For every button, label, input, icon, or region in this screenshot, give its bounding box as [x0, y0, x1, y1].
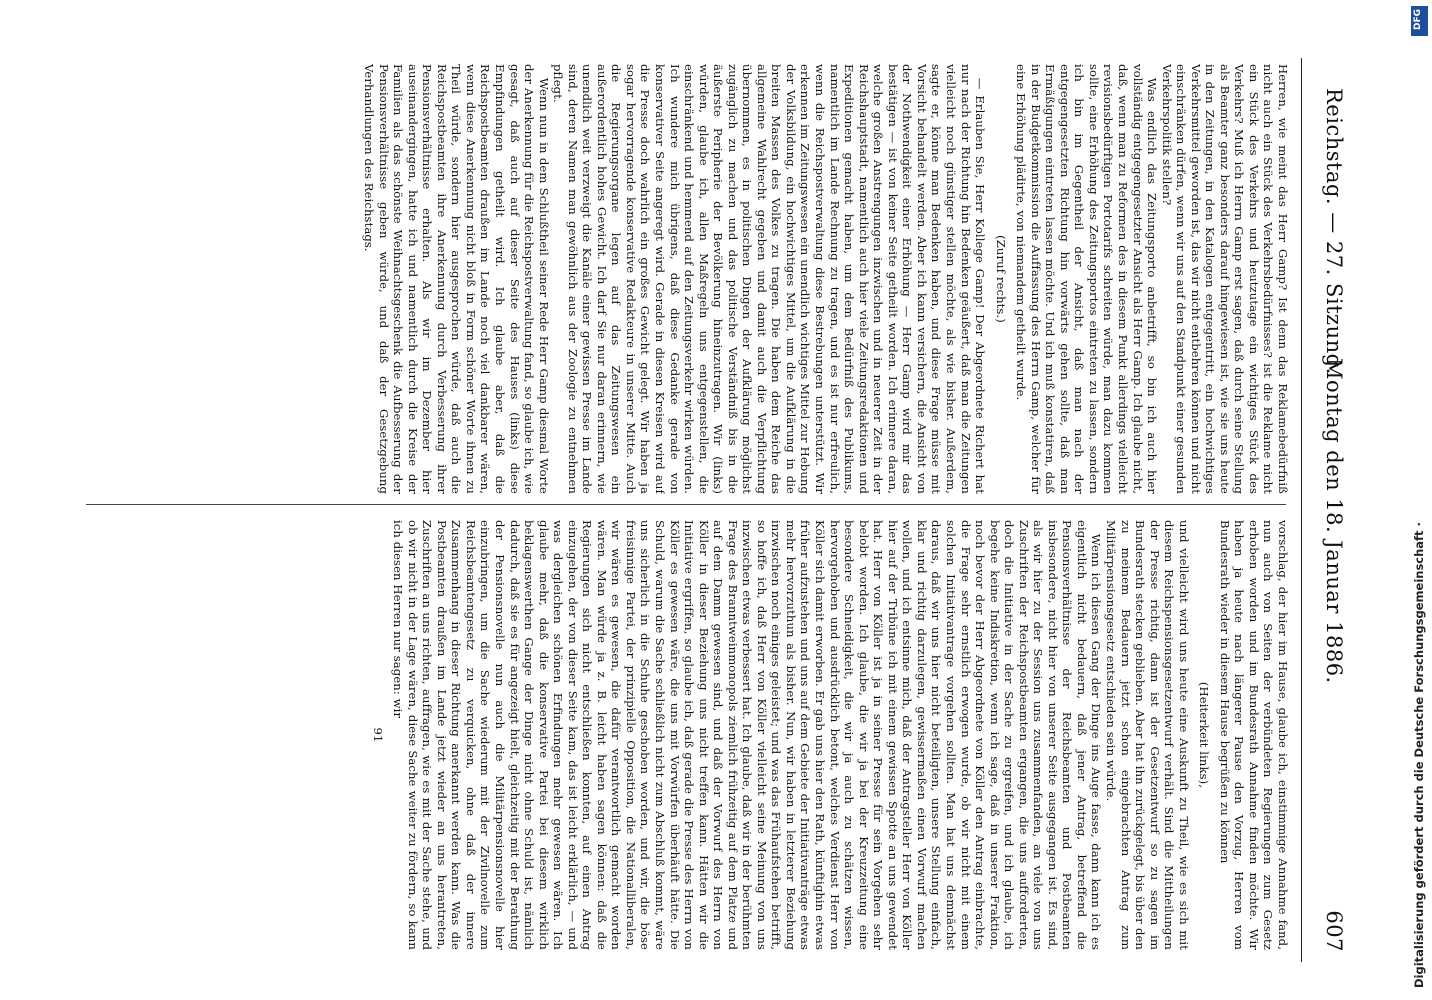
paragraph: Was endlich das Zeitungsporto anbetrifft, so bin ich auch hier vollständig entgegengesetzter Ansicht als Herr Gamp. Ich glaube nicht, daß, wenn man zu Reformen des in diesem Punkt allerdings vielleicht revisionsbedürftigen Portotarifs schreiten würde, man dazu kommen sollte, eine Erhöhung des Zeitungsportos eintreten zu lassen, sondern ich bin im Gegentheil der Ansicht, daß man nach der entgegengesetzten Richtung hin vorwärts gehen sollte, daß man Ermäßigungen eintreten lassen möchte. Und ich muß konstatiren, daß in der Budgetkommission die Auffassung des Herrn Gamp, welcher für eine Erhöhung plädirte, von niemandem getheilt wurde. — [1014, 64, 1160, 494]
dfg-credit-text: Digitalisierung gefördert durch die Deutsche Forschungsgemeinschaft · — [1412, 522, 1426, 988]
dfg-logo-icon — [1411, 6, 1428, 36]
header-left: Reichstag. — 27. Sitzung. — [1322, 88, 1346, 375]
paragraph: Wenn nun in dem Schlußtheil seiner Rede Herr Gamp diesmal Worte der Anerkennung für die Reichspostverwaltung fand, so glaube ich, wie gesagt, daß auch auf dieser Seite des Hauses (links) diese Empfindungen getheilt wird. Ich glaube aber, daß die Reichspostbeamten draußen im Lande noch viel dankbarer wären, wenn diese Anerkennung nicht bloß in Form schöner Worte ihnen zu Theil würde, sondern hier ausgesprochen würde, daß auch die Reichspostbeamten ihre Anerkennung durch Verbesserung ihrer Pensionsverhältnisse erhalten. Als wir im Dezember hier auseinandergingen, hatte ich und namentlich durch die Kreise der Familien als das schönste Weihnachtsgeschenk die Aufbesserung der Pensionsverhältnisse geben würde, und daß der Gesetzgebung Verhandlungen des Reichstags. — [362, 64, 551, 494]
column-divider — [86, 504, 1286, 505]
dfg-logo-label: DFG — [1413, 8, 1423, 30]
left-column — [75, 64, 1290, 494]
paragraph: und vielleicht wird uns heute eine Auskunft zu Theil, wie es sich mit diesem Reichspensionsgesetzentwurf verhält. Sind die Mittheilungen der Presse richtig, dann ist der Gesetzentwurf so zu sagen im Bundesrath stecken geblieben. Aber hat ihn zurückgelegt, bis über den zu meinem Bedauern jetzt schon eingebrachten Antrag zum Militärpensionsgesetz entschieden sein würde. — [1103, 520, 1191, 950]
page-header — [1301, 58, 1352, 962]
document-page — [72, 50, 1372, 970]
paragraph: Wenn ich diesen Gang der Dinge ins Auge fasse, dann kann ich es eigentlich nicht bedauern, daß jener Antrag, betreffend die Pensionsverhältnisse der Reichsbeamten und Postbeamten insbesondere, nicht hier von unserer Seite ausgegangen ist. Es sind, als wir hier zu der Session uns zusammenfanden, an viele von uns Zuschriften der Reichspostbeamten ergangen, die uns aufforderten, doch die Initiative in der Sache zu ergreifen, und ich glaube, ich begehe keine Indiskretion, wenn ich sage, daß in unserer Fraktion, noch bevor der Herr Abgeordnete von Köller den Antrag einbrachte, die Frage sehr ernstlich erwogen wurde, ob wir nicht mit einem solchen Initiativantrage vorgehen sollten. Man hat uns demnächst daraus, daß wir uns hier nicht beteiligten, unsere Stellung einfach, klar und richtig darzulegen, gewissermaßen einen Vorwurf machen wollen, und ich entsinne mich, daß der Antragsteller Herr von Köller hier auf der Tribüne ich mit einem gewissen Spotte an uns gewendet hat. Herr von Köller ist ja in seiner Presse für sein Vorgehen sehr belobt worden. Ich glaube, die wir ja bei der Kreuzzeitung eine besondere Schneidigkeit, die wir ja auch zu schätzen wissen, hervorgehoben und ausdrücklich betont, welches Verdienst Herr von Köller sich damit erworben. Er gab uns hier den Rath, künftighin etwas früher aufzustehen und uns auf dem Gebiete der Initiativanträge etwas mehr hervorzuthun als bisher. Nun, wir haben in letzterer Beziehung inzwischen noch einiges geleistet; und was das Frühaufstehen betrifft, so hoffe ich, daß Herr von Köller vielleicht seine Meinung von uns inzwischen etwas verbessert hat. Ich glaube, daß wir in der berühmten Frage des Branntweinmonopols ziemlich frühzeitig auf dem Platze und auf dem Damm gewesen sind, und daß der Vorwurf des Herrn von Köller in dieser Beziehung uns nicht treffen kann. Hätten wir die Initiative ergriffen, so glaube ich, daß gerade die Presse des Herrn von Köller es gewesen wäre, die uns mit Vorwürfen überhäuft hätte. Die Schuld, warum die Sache schließlich nicht zum Abschluß kommt, wäre uns sicherlich in die Schuhe geschoben worden, und wir, die böse freisinnige Partei, der prinzipielle Opposition, die Nationalliberalen, wir wären es gewesen, die dafür verantwortlich gemacht worden wären. Man würde ja z. B. leicht haben sagen können: daß die Regierungen sich nicht entschließen konnten, auf einen Antrag einzugehen, der von dieser Seite kam, das ist leicht erklärlich, — und was dergleichen schönen Erfindungen mehr gewesen wären. Ich glaube mehr, daß die konservative Partei bei diesem wirklich beklagenswerthen Gange der Dinge nicht ohne Schuld ist, nämlich dadurch, daß sie es für angezeigt hielt, gleichzeitig mit der Berathung der Pensionsnovelle nun auch die Militärpensionsnovelle hier einzubringen, um die Sache wiederum mit der Zivilnovelle zum Reichsbeamtengesetz zu verquicken, ohne daß der innere Zusammenhang in dieser Richtung anerkannt werden kann. Was die Postbeamten draußen im Lande jetzt wieder an uns herantreten, Zuschriften an uns richten, auffragen, wie es mit der Sache stehe, und ob wir nicht in der Lage wären, diese Sache weiter zu fördern, so kann ich diesen Herren nur sagen: wir — [391, 520, 1104, 950]
interjection: (Heiterkeit links), — [1197, 681, 1212, 789]
page-number: 607 — [1322, 910, 1346, 952]
paragraph: Herren, wie meint das Herr Gamp? Ist denn das Reklamebedürfniß nicht auch ein Stück des Verkehrsbedürfnisses? ist die Reklame nicht ein Stück des Verkehrs und heutzutage ein wichtiges Stück des Verkehrs? Muß ich Herrn Gamp erst sagen, daß durch seine Stellung als Beamter ganz besonders darauf hingewiesen ist, wie sie uns heute in den Zeitungen, in den Katalogen entgegentritt, ein hochwichtiges Verkehrsmittel geworden ist, das wir nicht entbehren können und nicht einschränken dürfen, wenn wir uns auf den Standpunkt einer gesunden Verkehrspolitik stellen? — [1159, 64, 1290, 494]
paragraph: — Erlauben Sie, Herr Kollege Gamp! Der Abgeordnete Richert hat nur nach der Richtung hin Bedenken geäußert, daß man die Zeitungen vielleicht noch günstiger stellen möchte, als wie bisher. Außerdem, sagte er, könne man Bedenken haben, und diese Frage müsse mit Vorsicht behandelt werden. Aber ich kann versichern, die Ansicht von der Nothwendigkeit einer Erhöhung — Herr Gamp wird mir das bestätigen — ist von keiner Seite getheilt worden. Ich erinnere daran, welche großen Anstrengungen inzwischen und in neuerer Zeit in der Reichshauptstadt, namentlich auch hier viele Zeitungsredaktionen und Expeditionen gemacht haben, um dem Bedürfniß des Publikums, namentlich im Lande Rechnung zu tragen, und es ist nur erfreulich, wenn die Reichspostverwaltung diese Bestrebungen unterstützt. Wir erkennen im Zeitungswesen ein unendlich wichtiges Mittel zur Hebung der Volksbildung, ein hochwichtiges Mittel, um die Aufklärung in die breiten Massen des Volkes zu tragen. Die haben dem Reiche das allgemeine Wahlrecht gegeben und damit auch die Verpflichtung übernommen, es in politischen Dingen der Aufklärung möglichst zugänglich zu machen und das politische Verständniß bis in die äußerste Peripherie der Bevölkerung hineinzutragen. Wir (links) würden, glaube ich, allen Maßregeln uns entgegenstellen, die einschränkend und hemmend auf den Zeitungsverkehr wirken würden. Ich wundere mich übrigens, daß diese Gedanke gerade von konservativer Seite angeregt wird. Gerade in diesen Kreisen wird auf die Presse doch wahrlich ein großes Gewicht gelegt. Wir haben ja sogar hervorragende konservative Redakteure in unserer Mitte. Auch die Regierungsorgane legen auf das Zeitungswesen ein außerordentlich hohes Gewicht. Ich darf Sie nur daran erinnern, wie unendlich weit verzweigt die Kanäle einer gewissen Presse im Lande sind, deren Namen man gewöhnlich aus der Zoologie zu entnehmen pflegt. — [551, 64, 988, 494]
header-date: Montag den 18. Januar 1886. — [1322, 358, 1346, 684]
interjection: (Zuruf rechts.) — [993, 235, 1008, 323]
signature-mark: 91 — [370, 727, 385, 743]
paragraph: vorschlag, der hier im Hause, glaube ich, einstimmige Annahme fand, nun auch von Seiten der verbündeten Regierungen zum Gesetz erhoben worden und im Bundesrath Annahme finden möchte. Wir haben ja heute nach längerer Pause den Vorzug, Herren vom Bundesrath wieder in diesem Hause begrüßen zu können — [1217, 520, 1290, 950]
right-column — [75, 520, 1290, 950]
